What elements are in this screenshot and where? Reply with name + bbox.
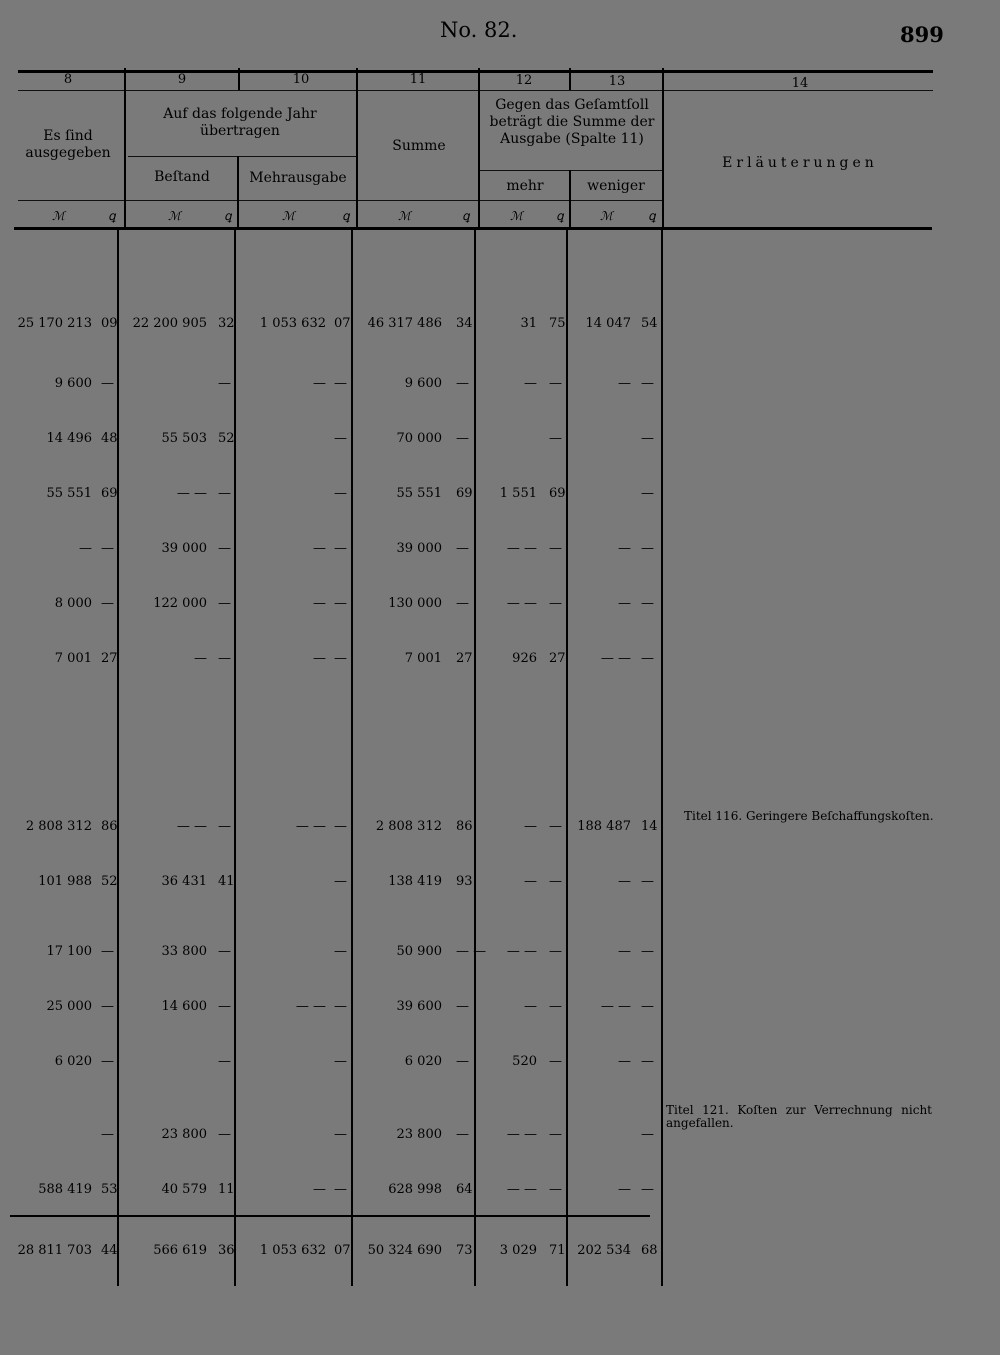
unit-mark-9: ℳ: [168, 209, 181, 223]
cell-c10-pf: —: [334, 874, 347, 889]
cell-c10-pf: —: [334, 819, 347, 834]
cell-c13-pf: —: [641, 1054, 654, 1069]
cell-c8-pf: —: [101, 944, 114, 959]
cell-c13-mark: —: [618, 596, 631, 611]
cell-c9-pf: 41: [218, 874, 235, 889]
cell-c8-pf: —: [101, 999, 114, 1014]
cell-c8-mark: 14 496: [46, 431, 92, 446]
cell-c8-mark: —: [79, 541, 92, 556]
cell-c11-mark: 46 317 486: [367, 316, 442, 331]
unit-mark-8: ℳ: [52, 209, 65, 223]
document-number: No. 82.: [440, 18, 518, 42]
col-10-header: Mehrausgabe: [249, 170, 347, 186]
cell-c12-pf: —: [549, 1182, 562, 1197]
unit-pf-11: ꝗ: [462, 209, 470, 223]
cell-c11-mark: 23 800: [396, 1127, 442, 1142]
cell-c10-pf: —: [334, 1127, 347, 1142]
col-12-number: 12: [515, 73, 533, 88]
cell-c10-pf: —: [334, 651, 347, 666]
cell-c8-mark: 9 600: [54, 376, 92, 391]
cell-c13-pf: 68: [641, 1243, 658, 1258]
cell-c11-pf: —: [456, 376, 469, 391]
cell-c13-pf: —: [641, 431, 654, 446]
col-10-number: 10: [292, 72, 310, 87]
cell-c12-mark: — —: [506, 1182, 537, 1197]
unit-mark-10: ℳ: [282, 209, 295, 223]
cell-c9-mark: 55 503: [161, 431, 207, 446]
note-titel-121: Titel 121. Koſten zur Verrechnung nicht angefallen.: [666, 1103, 932, 1130]
cell-c9-mark: 22 200 905: [132, 316, 207, 331]
cell-c11-mark: 50 900: [396, 944, 442, 959]
cell-c9-mark: 39 000: [161, 541, 207, 556]
cell-c8-mark: 17 100: [46, 944, 92, 959]
cell-c9-pf: 11: [218, 1182, 235, 1197]
cell-c8-pf: —: [101, 596, 114, 611]
cell-c13-pf: —: [641, 541, 654, 556]
cell-c10-pf: —: [334, 1054, 347, 1069]
cell-c8-mark: 2 808 312: [25, 819, 92, 834]
cell-c11-pf: 34: [456, 316, 473, 331]
cell-c9-pf: —: [218, 944, 231, 959]
col-8-header: Es ſind ausgegeben: [25, 128, 111, 161]
cell-c11-mark: 70 000: [396, 431, 442, 446]
cell-c12-pf: —: [549, 1054, 562, 1069]
cell-c11-mark: 138 419: [388, 874, 442, 889]
cell-c8-pf: 48: [101, 431, 118, 446]
cell-c12-pf: —: [549, 431, 562, 446]
col-12-header: mehr: [506, 178, 544, 194]
cell-c9-pf: 32: [218, 316, 235, 331]
cell-c11-pf: 64: [456, 1182, 473, 1197]
col-9-10-group-header: Auf das folgende Jahr übertragen: [163, 106, 317, 139]
cell-c13-mark: —: [618, 1182, 631, 1197]
cell-c12-mark: — —: [506, 944, 537, 959]
cell-c11-pf: —: [456, 1054, 469, 1069]
col-11-header: Summe: [392, 138, 446, 154]
cell-c10-pf: —: [334, 541, 347, 556]
cell-c11-mark: 55 551: [396, 486, 442, 501]
col-13-number: 13: [608, 74, 626, 89]
cell-c8-pf: 69: [101, 486, 118, 501]
cell-c12-pf: —: [549, 541, 562, 556]
cell-c11-mark: 39 000: [396, 541, 442, 556]
cell-c13-mark: 14 047: [585, 316, 631, 331]
cell-c9-pf: —: [218, 596, 231, 611]
cell-c9-mark: — —: [176, 819, 207, 834]
cell-c12-mark: —: [524, 819, 537, 834]
cell-c9-mark: —: [194, 651, 207, 666]
cell-c9-mark: 36 431: [161, 874, 207, 889]
cell-c13-pf: —: [641, 1182, 654, 1197]
cell-c13-mark: — —: [600, 999, 631, 1014]
cell-c10-mark: —: [313, 1182, 326, 1197]
cell-c8-pf: 27: [101, 651, 118, 666]
cell-c12-pf: 27: [549, 651, 566, 666]
cell-c12-mark: —: [524, 376, 537, 391]
cell-c12-mark: 926: [512, 651, 537, 666]
cell-c10-pf: 07: [334, 1243, 351, 1258]
cell-c13-pf: —: [641, 944, 654, 959]
cell-c12-pf: —: [549, 819, 562, 834]
cell-c11-pf: —: [456, 596, 469, 611]
cell-c13-pf: —: [641, 874, 654, 889]
cell-c9-pf: —: [218, 651, 231, 666]
cell-c9-pf: —: [218, 1054, 231, 1069]
cell-c8-pf: —: [101, 1127, 114, 1142]
cell-c13-mark: —: [618, 874, 631, 889]
col-9-number: 9: [177, 72, 187, 87]
cell-c10-pf: —: [334, 486, 347, 501]
cell-c10-mark: 1 053 632: [259, 1243, 326, 1258]
cell-c12-pf: —: [549, 999, 562, 1014]
cell-c12-mark: — —: [506, 596, 537, 611]
cell-c11-pf: — —: [456, 944, 487, 959]
cell-c12-mark: —: [524, 874, 537, 889]
cell-c13-mark: 188 487: [577, 819, 631, 834]
cell-c11-pf: —: [456, 541, 469, 556]
cell-c9-mark: — —: [176, 486, 207, 501]
cell-c9-pf: —: [218, 376, 231, 391]
cell-c11-pf: —: [456, 431, 469, 446]
cell-c10-mark: —: [313, 376, 326, 391]
cell-c11-mark: 2 808 312: [375, 819, 442, 834]
cell-c8-pf: —: [101, 1054, 114, 1069]
cell-c12-mark: — —: [506, 1127, 537, 1142]
cell-c10-mark: —: [313, 541, 326, 556]
cell-c8-mark: 6 020: [54, 1054, 92, 1069]
cell-c9-pf: 36: [218, 1243, 235, 1258]
cell-c12-mark: 520: [512, 1054, 537, 1069]
note-titel-116: Titel 116. Geringere Beſchaffungskoſten.: [684, 809, 934, 823]
cell-c8-mark: 101 988: [38, 874, 92, 889]
cell-c12-pf: 75: [549, 316, 566, 331]
cell-c12-pf: —: [549, 596, 562, 611]
cell-c10-mark: —: [313, 651, 326, 666]
cell-c12-mark: —: [524, 999, 537, 1014]
col-13-header: weniger: [587, 178, 645, 194]
cell-c10-mark: — —: [295, 819, 326, 834]
cell-c12-mark: 1 551: [499, 486, 537, 501]
cell-c13-pf: 14: [641, 819, 658, 834]
cell-c12-pf: —: [549, 376, 562, 391]
cell-c11-pf: —: [456, 1127, 469, 1142]
col-12-13-group-header: Gegen das Geſamtſoll beträgt die Summe der Ausgabe (Spalte 11): [489, 97, 655, 147]
cell-c10-pf: —: [334, 944, 347, 959]
cell-c13-pf: —: [641, 651, 654, 666]
cell-c12-pf: —: [549, 1127, 562, 1142]
cell-c9-mark: 40 579: [161, 1182, 207, 1197]
cell-c11-pf: 27: [456, 651, 473, 666]
cell-c9-pf: —: [218, 999, 231, 1014]
cell-c8-mark: 7 001: [54, 651, 92, 666]
cell-c12-pf: 69: [549, 486, 566, 501]
cell-c13-mark: —: [618, 376, 631, 391]
cell-c8-mark: 25 000: [46, 999, 92, 1014]
cell-c8-pf: 09: [101, 316, 118, 331]
cell-c9-mark: 33 800: [161, 944, 207, 959]
cell-c9-pf: —: [218, 541, 231, 556]
cell-c12-mark: 31: [520, 316, 537, 331]
cell-c10-pf: —: [334, 596, 347, 611]
col-14-number: 14: [791, 76, 809, 91]
unit-mark-11: ℳ: [398, 209, 411, 223]
cell-c13-pf: —: [641, 486, 654, 501]
col-11-number: 11: [409, 72, 427, 87]
cell-c11-mark: 7 001: [404, 651, 442, 666]
cell-c12-pf: —: [549, 874, 562, 889]
cell-c10-pf: —: [334, 376, 347, 391]
cell-c13-pf: —: [641, 999, 654, 1014]
cell-c10-mark: — —: [295, 999, 326, 1014]
cell-c10-pf: 07: [334, 316, 351, 331]
cell-c8-pf: —: [101, 541, 114, 556]
cell-c11-mark: 39 600: [396, 999, 442, 1014]
unit-mark-12: ℳ: [510, 209, 523, 223]
cell-c8-pf: 53: [101, 1182, 118, 1197]
cell-c9-pf: 52: [218, 431, 235, 446]
col-8-number: 8: [63, 72, 73, 87]
cell-c10-pf: —: [334, 999, 347, 1014]
cell-c13-mark: 202 534: [577, 1243, 631, 1258]
cell-c8-pf: 44: [101, 1243, 118, 1258]
cell-c9-mark: 23 800: [161, 1127, 207, 1142]
cell-c9-mark: 122 000: [153, 596, 207, 611]
cell-c11-mark: 130 000: [388, 596, 442, 611]
unit-pf-10: ꝗ: [342, 209, 350, 223]
cell-c9-pf: —: [218, 1127, 231, 1142]
unit-mark-13: ℳ: [600, 209, 613, 223]
cell-c13-pf: —: [641, 376, 654, 391]
cell-c11-pf: 93: [456, 874, 473, 889]
unit-pf-13: ꝗ: [648, 209, 656, 223]
cell-c8-pf: 86: [101, 819, 118, 834]
cell-c12-mark: 3 029: [499, 1243, 537, 1258]
cell-c13-mark: —: [618, 541, 631, 556]
cell-c11-mark: 9 600: [404, 376, 442, 391]
unit-pf-12: ꝗ: [556, 209, 564, 223]
cell-c13-mark: —: [618, 1054, 631, 1069]
unit-pf-9: ꝗ: [224, 209, 232, 223]
cell-c13-mark: — —: [600, 651, 631, 666]
cell-c12-pf: 71: [549, 1243, 566, 1258]
col-9-header: Beſtand: [154, 169, 210, 185]
cell-c10-pf: —: [334, 431, 347, 446]
cell-c8-mark: 28 811 703: [17, 1243, 92, 1258]
cell-c11-mark: 6 020: [404, 1054, 442, 1069]
col-14-header: Erläuterungen: [722, 155, 878, 171]
cell-c9-pf: —: [218, 486, 231, 501]
page-number: 899: [900, 22, 944, 47]
cell-c8-pf: 52: [101, 874, 118, 889]
unit-pf-8: ꝗ: [108, 209, 116, 223]
cell-c12-pf: —: [549, 944, 562, 959]
cell-c10-pf: —: [334, 1182, 347, 1197]
cell-c12-mark: — —: [506, 541, 537, 556]
cell-c11-pf: 86: [456, 819, 473, 834]
cell-c11-pf: —: [456, 999, 469, 1014]
cell-c9-mark: 14 600: [161, 999, 207, 1014]
cell-c13-mark: —: [618, 944, 631, 959]
cell-c11-pf: 73: [456, 1243, 473, 1258]
cell-c13-pf: 54: [641, 316, 658, 331]
cell-c11-mark: 50 324 690: [367, 1243, 442, 1258]
cell-c11-pf: 69: [456, 486, 473, 501]
cell-c9-pf: —: [218, 819, 231, 834]
cell-c10-mark: —: [313, 596, 326, 611]
cell-c8-mark: 55 551: [46, 486, 92, 501]
cell-c13-pf: —: [641, 1127, 654, 1142]
cell-c8-pf: —: [101, 376, 114, 391]
cell-c9-mark: 566 619: [153, 1243, 207, 1258]
cell-c10-mark: 1 053 632: [259, 316, 326, 331]
cell-c8-mark: 588 419: [38, 1182, 92, 1197]
cell-c8-mark: 25 170 213: [17, 316, 92, 331]
cell-c8-mark: 8 000: [54, 596, 92, 611]
cell-c11-mark: 628 998: [388, 1182, 442, 1197]
cell-c13-pf: —: [641, 596, 654, 611]
